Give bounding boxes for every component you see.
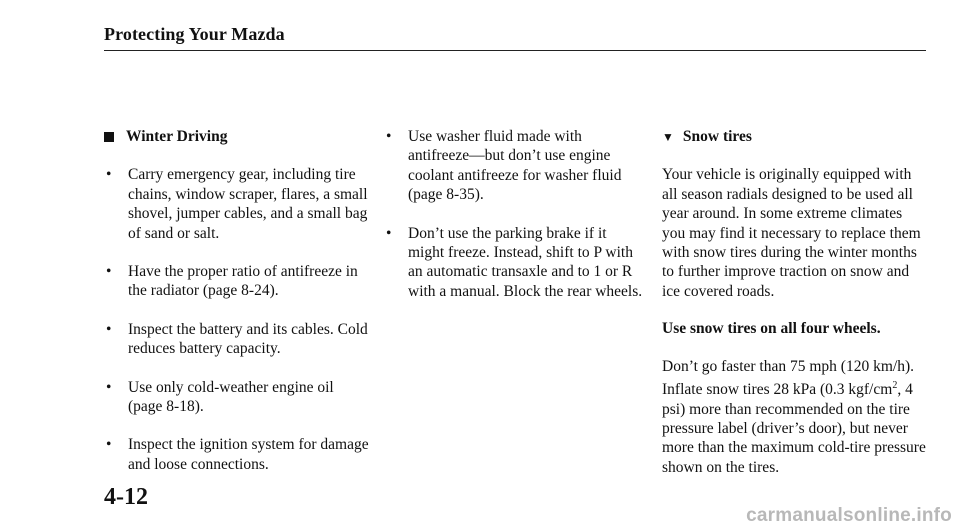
list-item-text: Don’t use the parking brake if it might freeze. Instead, shift to P with an automatic transaxle and to 1 or R with a manual. Block the rear wheels.: [408, 224, 643, 300]
bullet-icon: •: [106, 378, 112, 396]
list-item: [104, 320, 372, 359]
column-right: [662, 124, 926, 495]
winter-driving-list: [104, 165, 372, 474]
speed-text-part-2: , 4 psi) more than recommended on the tire pressure label (driver’s door), but never more than the maximum cold-tire pressure shown on the tires.: [662, 381, 926, 476]
square-bullet-icon: [104, 132, 114, 142]
winter-driving-heading-text: Winter Driving: [126, 128, 228, 145]
winter-driving-list-continued: [384, 127, 644, 301]
bullet-icon: •: [106, 320, 112, 338]
bullet-icon: •: [106, 166, 112, 184]
superscript-2: 2: [892, 380, 898, 392]
list-item: [104, 262, 372, 301]
list-item-text: Use only cold-weather engine oil (page 8-18).: [128, 378, 334, 416]
bullet-icon: •: [386, 128, 392, 145]
watermark: carmanualsonline.info: [746, 505, 952, 526]
list-item: [104, 435, 372, 474]
column-middle: [384, 124, 644, 320]
snow-tires-paragraph: Your vehicle is originally equipped with all season radials designed to be used all year around. In some extreme climates you may find it necessary to replace them with snow tires during the winter months to further improve traction on snow and ice covered roads.: [662, 166, 921, 300]
list-item-text: Use washer fluid made with antifreeze—but don’t use engine coolant antifreeze for washer fluid (page 8-35).: [408, 128, 622, 204]
snow-tires-bold-note: Use snow tires on all four wheels.: [662, 320, 881, 338]
list-item: [384, 224, 644, 302]
header-divider: [104, 50, 926, 51]
column-left: [104, 124, 372, 493]
snow-tires-heading: [662, 127, 926, 146]
bullet-icon: •: [106, 436, 112, 454]
list-item: [104, 165, 372, 243]
bullet-icon: •: [386, 224, 392, 242]
list-item-text: Inspect the ignition system for damage and loose connections.: [128, 436, 369, 473]
page-number: 4-12: [104, 484, 148, 510]
list-item-text: Have the proper ratio of antifreeze in the radiator (page 8-24).: [128, 263, 358, 300]
speed-text-part-1: Don’t go faster than 75 mph (120 km/h). Inflate snow tires 28 kPa (0.3 kgf/cm: [662, 357, 914, 399]
bullet-icon: •: [106, 263, 112, 281]
page-header-title: Protecting Your Mazda: [104, 24, 285, 44]
snow-tires-speed-paragraph: [662, 357, 926, 478]
down-triangle-icon: ▼: [662, 129, 674, 144]
list-item-text: Carry emergency gear, including tire chains, window scraper, flares, a small shovel, jumper cables, and a small bag of sand or salt.: [128, 166, 368, 242]
winter-driving-heading: [104, 127, 372, 146]
list-item-text: Inspect the battery and its cables. Cold reduces battery capacity.: [128, 320, 368, 358]
list-item: [104, 378, 372, 417]
list-item: [384, 127, 644, 205]
snow-tires-heading-text: Snow tires: [682, 128, 752, 145]
